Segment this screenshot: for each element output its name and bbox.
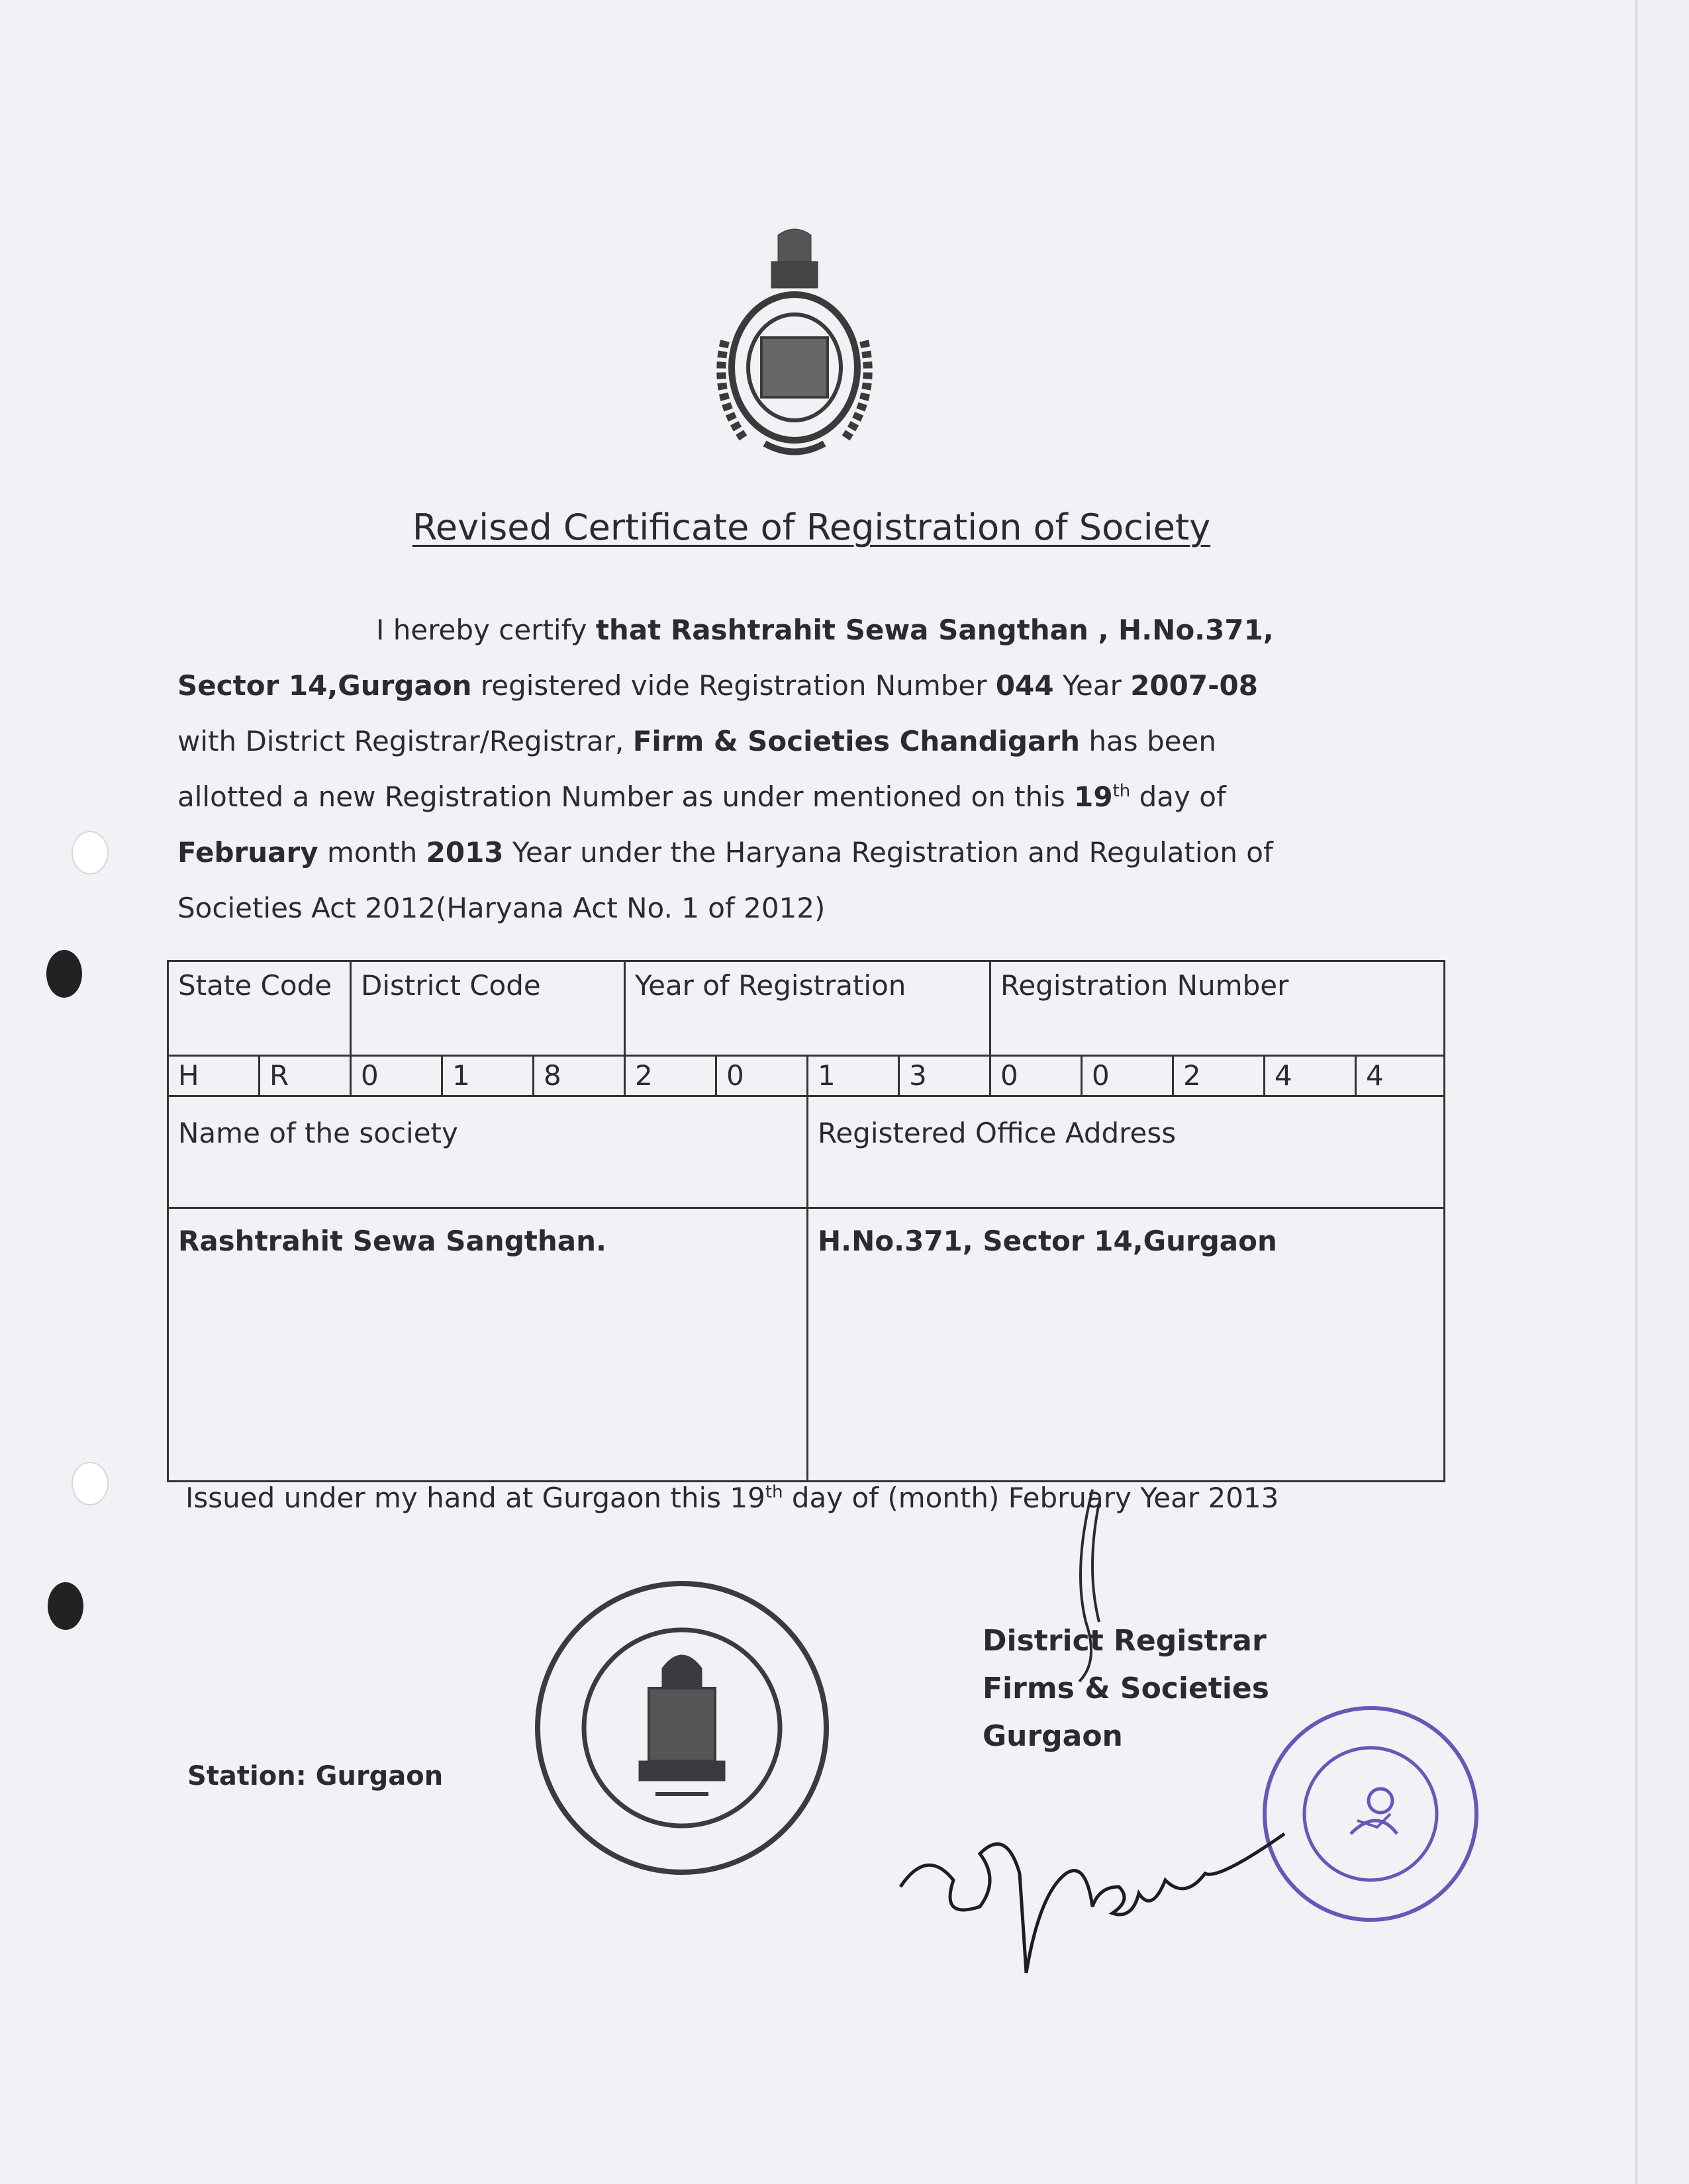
punch-hole-top [72, 831, 109, 875]
digit-cell: 0 [990, 1056, 1082, 1096]
digit-cell: 0 [351, 1056, 442, 1096]
body-line-4: allotted a new Registration Number as under mentioned on this 19th day of [177, 781, 1226, 813]
issued-line: Issued under my hand at Gurgaon this 19th day of (month) February Year 2013 [185, 1482, 1279, 1514]
header-state-code: State Code [168, 961, 351, 1056]
office-address-value: H.No.371, Sector 14,Gurgaon [808, 1208, 1445, 1482]
registrar-block [983, 1617, 1269, 1760]
digit-cell: 8 [534, 1056, 625, 1096]
digit-cell: 1 [808, 1056, 899, 1096]
registrar-line-3: Gurgaon [983, 1719, 1123, 1753]
district-registrar-seal-icon [530, 1576, 834, 1880]
certificate-title: Revised Certificate of Registration of Society [412, 506, 1211, 548]
registered-office-address-label: Registered Office Address [808, 1096, 1445, 1208]
station-label: Station: Gurgaon [187, 1761, 444, 1791]
digit-cell: 2 [625, 1056, 716, 1096]
registrar-line-1: District Registrar [983, 1624, 1267, 1658]
registration-table [167, 960, 1445, 1482]
digit-cell: 3 [899, 1056, 990, 1096]
header-registration-number: Registration Number [990, 961, 1445, 1056]
body-line-2: Sector 14,Gurgaon registered vide Registration Number 044 Year 2007-08 [177, 669, 1258, 702]
digit-cell: 1 [442, 1056, 534, 1096]
body-line-1: I hereby certify that Rashtrahit Sewa Sangthan , H.No.371, [376, 614, 1274, 646]
digit-cell: 0 [716, 1056, 808, 1096]
punch-hole-bottom [72, 1462, 109, 1505]
body-line-5: February month 2013 Year under the Haryana Registration and Regulation of [177, 836, 1273, 869]
haryana-emblem-icon [699, 222, 891, 467]
digit-cell: H [168, 1056, 260, 1096]
registrar-line-2: Firms & Societies [983, 1672, 1269, 1705]
body-line-6: Societies Act 2012(Haryana Act No. 1 of 2012) [177, 892, 826, 924]
digit-cell: 0 [1082, 1056, 1173, 1096]
binder-hole-dark-2 [48, 1582, 83, 1630]
binder-hole-dark-1 [46, 950, 82, 998]
digit-cell: R [260, 1056, 351, 1096]
digit-cell: 2 [1173, 1056, 1265, 1096]
certificate-body [177, 602, 1435, 936]
digit-cell: 4 [1356, 1056, 1445, 1096]
digit-cell: 4 [1265, 1056, 1356, 1096]
header-district-code: District Code [351, 961, 625, 1056]
body-line-3: with District Registrar/Registrar, Firm & Societies Chandigarh has been [177, 725, 1216, 757]
header-year-of-registration: Year of Registration [625, 961, 990, 1056]
name-of-society-label: Name of the society [168, 1096, 808, 1208]
society-name-value: Rashtrahit Sewa Sangthan. [168, 1208, 808, 1482]
handwritten-signature-icon [887, 1787, 1298, 2013]
